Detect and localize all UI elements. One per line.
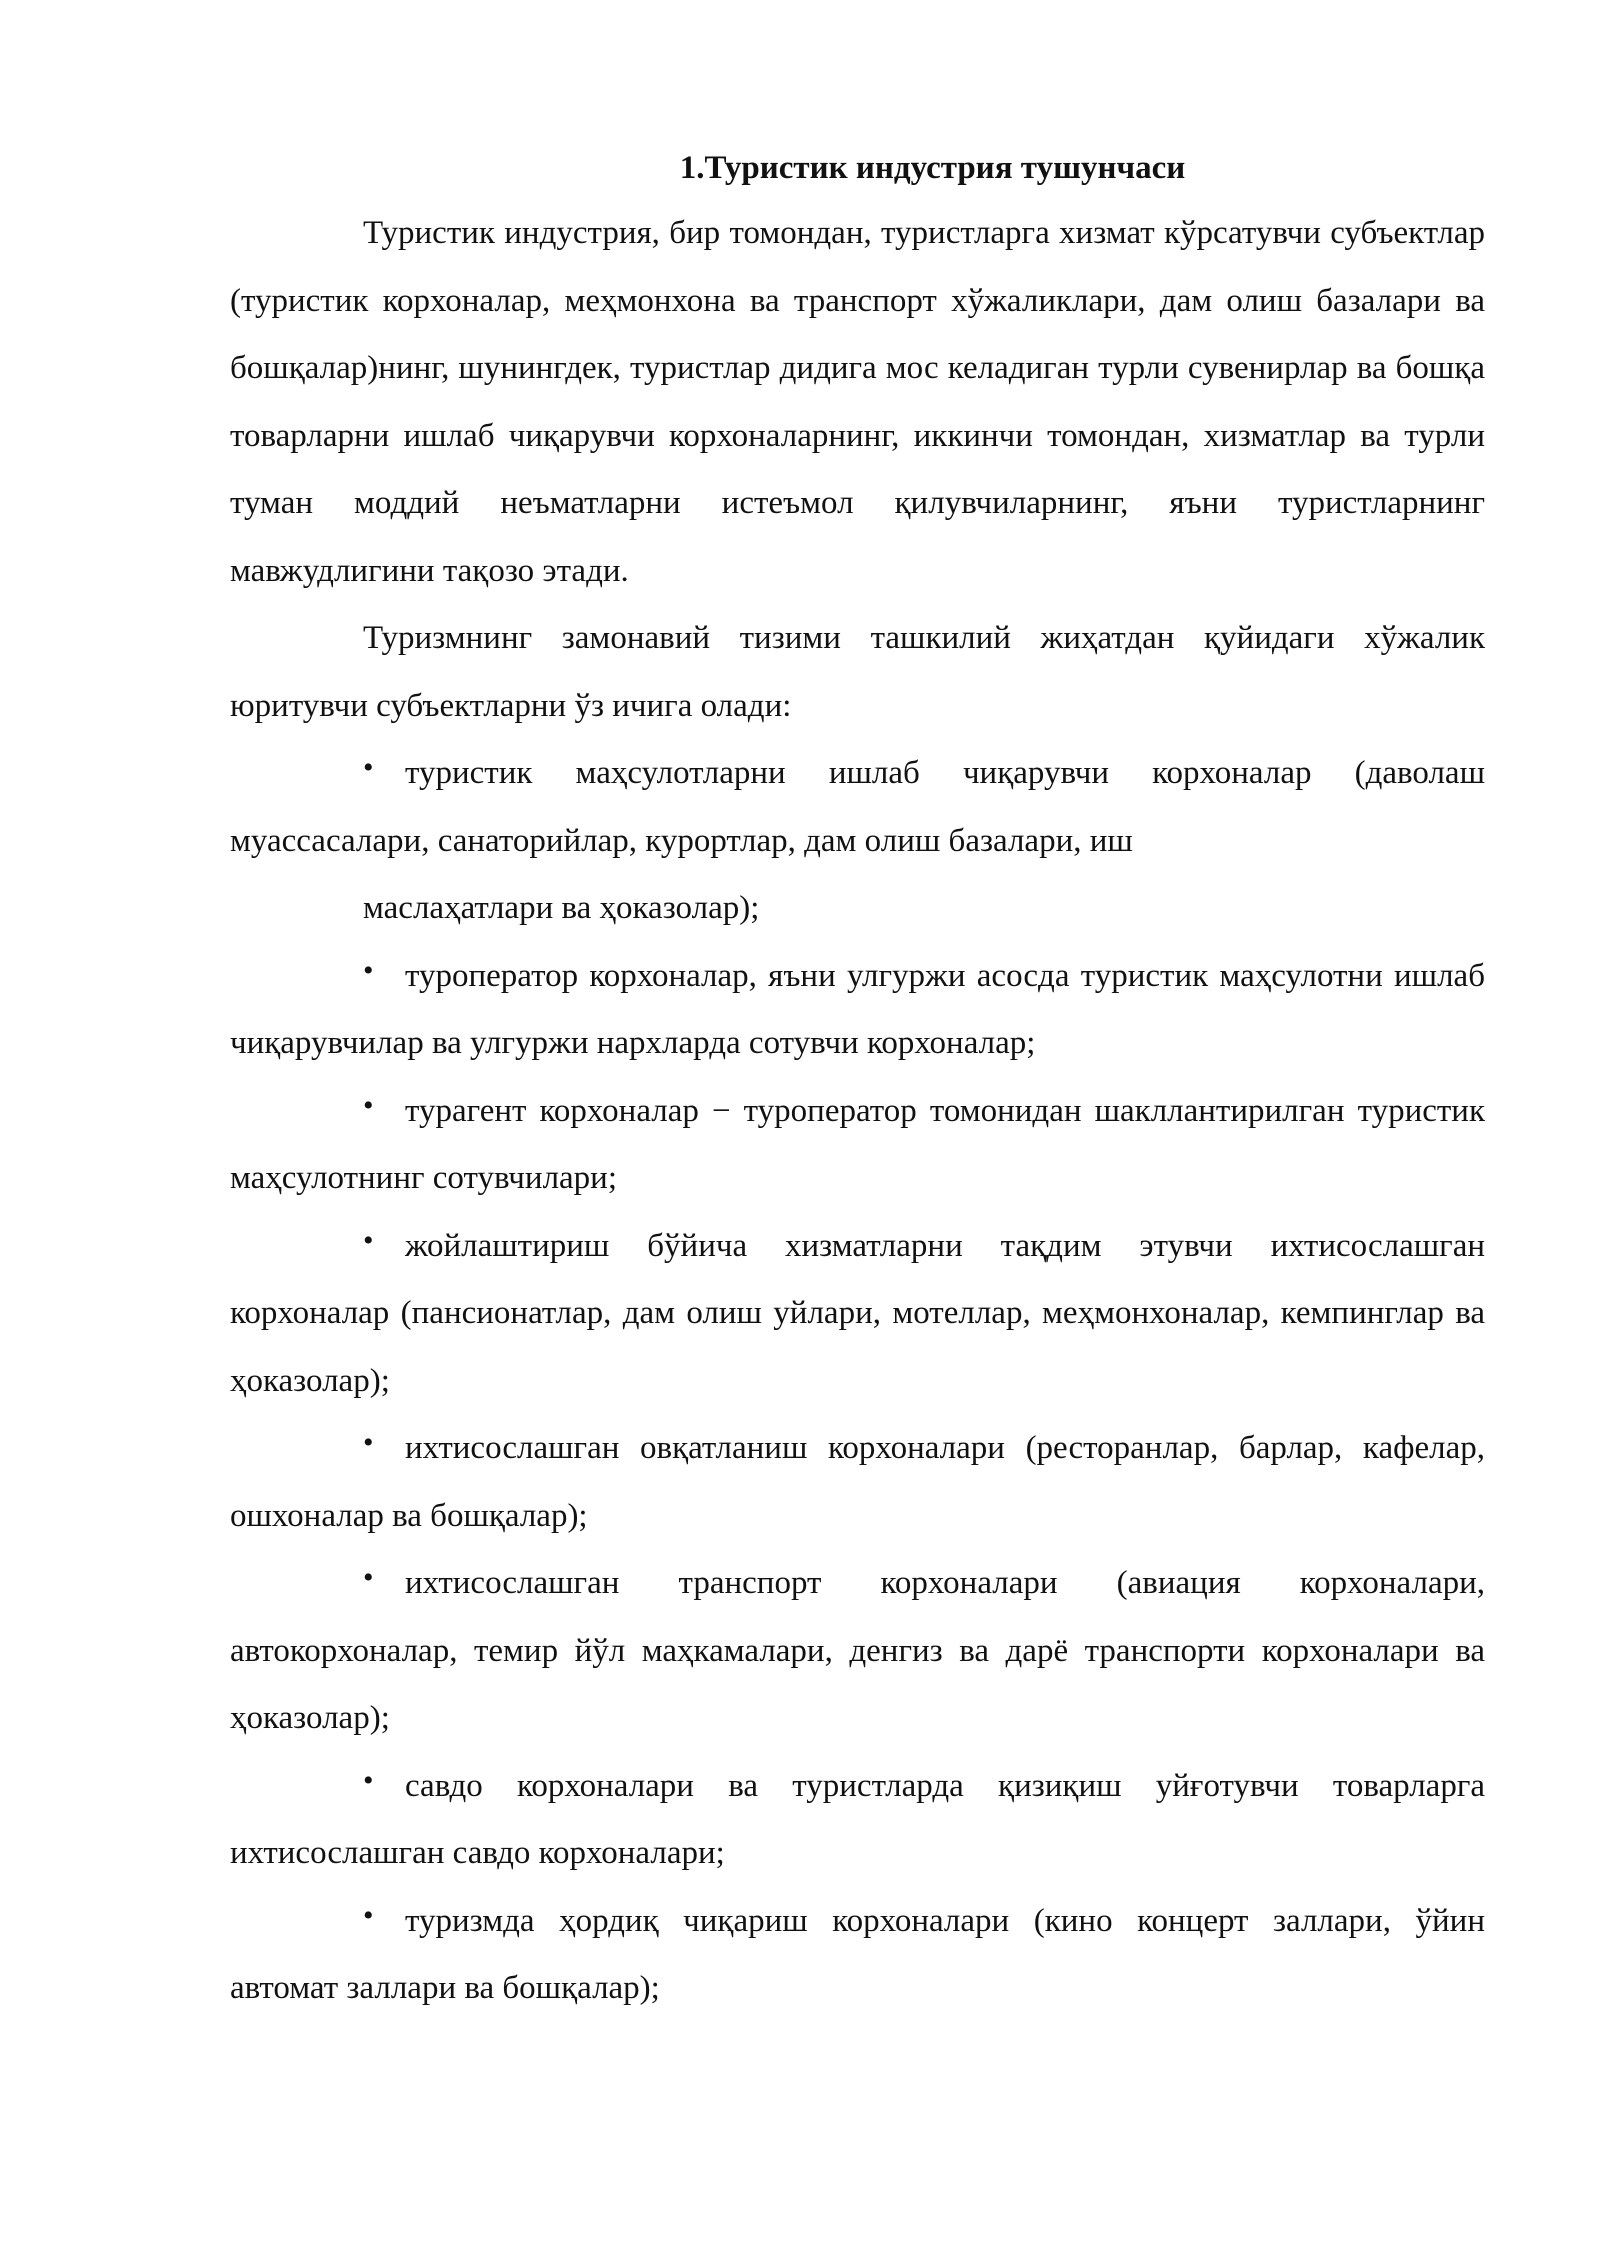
list-item-text: туроператор корхоналар, яъни улгуржи асосда туристик маҳсулотни ишлаб чиқарувчилар ва улгуржи нархларда сотувчи корхоналар; <box>230 957 1485 1061</box>
bullet-icon <box>363 943 387 1011</box>
list-item-text: жойлаштириш бўйича хизматларни тақдим этувчи ихтисослашган корхоналар (пансионатлар, дам олиш уйлари, мотеллар, меҳмонхоналар, кемпинглар ва ҳоказолар); <box>230 1227 1485 1399</box>
bullet-icon <box>363 1213 387 1281</box>
bullet-icon <box>363 1888 387 1956</box>
list-item-text: туризмда ҳордиқ чиқариш корхоналари (кино концерт заллари, ўйин автомат заллари ва бошқалар); <box>230 1902 1485 2006</box>
section-title: 1.Туристик индустрия тушунчаси <box>679 150 1186 186</box>
list-item-text: ихтисослашган транспорт корхоналари (авиация корхоналари, автокорхоналар, темир йўл маҳкамалари, денгиз ва дарё транспорти корхоналари ва ҳоказолар); <box>230 1565 1485 1736</box>
list-item <box>230 1213 1485 1416</box>
bullet-icon <box>363 1078 387 1146</box>
list-item <box>230 1078 1485 1213</box>
list-item-continuation: маслаҳатлари ва ҳоказолар); <box>363 890 760 926</box>
list-item <box>230 740 1485 875</box>
list-item-text: ихтисослашган овқатланиш корхоналари (ресторанлар, барлар, кафелар, ошхоналар ва бошқалар); <box>230 1430 1485 1534</box>
list-item-text: туристик маҳсулотларни ишлаб чиқарувчи корхоналар (даволаш муассасалари, санаторийлар, курортлар, дам олиш базалари, иш <box>230 755 1485 859</box>
bullet-icon <box>363 1550 387 1618</box>
bullet-icon <box>363 740 387 808</box>
system-paragraph: Туризмнинг замонавий тизими ташкилий жиҳатдан қуйидаги хўжалик юритувчи субъектларни ўз ичига олади: <box>230 620 1485 724</box>
list-item <box>230 1753 1485 1888</box>
list-item <box>230 1550 1485 1753</box>
bullet-list <box>230 740 1485 2023</box>
list-item <box>230 1888 1485 2023</box>
list-item-text: турагент корхоналар − туроператор томонидан шакллантирилган туристик маҳсулотнинг сотувчилари; <box>230 1092 1485 1196</box>
bullet-icon <box>363 1753 387 1821</box>
list-item <box>230 1415 1485 1550</box>
list-item <box>230 943 1485 1078</box>
bullet-icon <box>363 1415 387 1483</box>
intro-paragraph: Туристик индустрия, бир томондан, туристларга хизмат кўрсатувчи субъектлар (туристик корхоналар, меҳмонхона ва транспорт хўжаликлари, дам олиш базалари ва бошқалар)нинг, шунингдек, туристлар дидига мос келадиган турли сувенирлар ва бошқа товарларни ишлаб чиқарувчи корхоналарнинг, иккинчи томондан, хизматлар ва турли туман моддий неъматларни истеъмол қилувчиларнинг, яъни туристларнинг мавжудлигини тақозо этади. <box>230 215 1485 589</box>
list-item-text: савдо корхоналари ва туристларда қизиқиш уйғотувчи товарларга ихтисослашган савдо корхоналари; <box>230 1767 1485 1871</box>
document-page <box>230 148 1485 2023</box>
